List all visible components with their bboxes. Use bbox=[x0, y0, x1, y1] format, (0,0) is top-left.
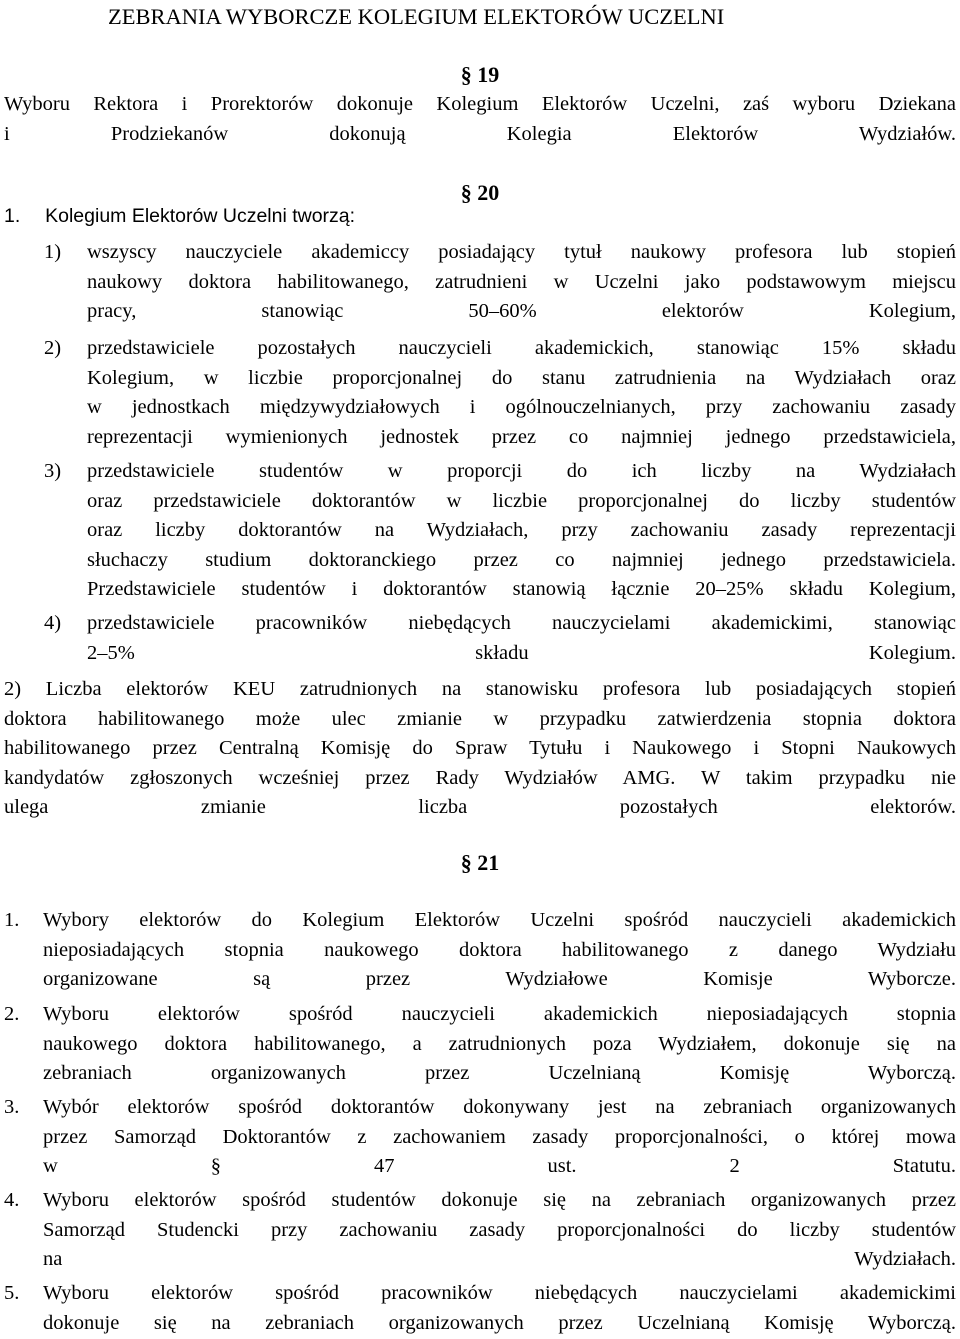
item-line: dokonuje się na zebraniach organizowanych przez Uczelnianą Komisję Wyborczą. bbox=[43, 1311, 956, 1334]
item-line: słuchaczy studium doktoranckiego przez co najmniej jednego przedstawiciela. bbox=[87, 548, 956, 571]
item-line: nieposiadających stopnia naukowego doktora habilitowanego z danego Wydziału bbox=[43, 938, 956, 961]
body-line: kandydatów zgłoszonych wcześniej przez Rady Wydziałów AMG. W takim przypadku nie bbox=[4, 766, 956, 789]
list-item bbox=[43, 906, 956, 995]
intro-text: Kolegium Elektorów Uczelni tworzą: bbox=[45, 205, 356, 227]
item-line: Kolegium, w liczbie proporcjonalnej do stanu zatrudnienia na Wydziałach oraz bbox=[87, 366, 956, 389]
item-line: przedstawiciele studentów w proporcji do ich liczby na Wydziałach bbox=[87, 460, 956, 482]
item-line: przedstawiciele pozostałych nauczycieli akademickich, stanowiąc 15% składu bbox=[87, 337, 956, 359]
body-line-text: ulega zmianie liczba pozostałych elektorów. bbox=[4, 796, 956, 818]
list-item bbox=[87, 238, 956, 327]
item-line: przez Samorząd Doktorantów z zachowaniem zasady proporcjonalności, o której mowa bbox=[43, 1125, 956, 1148]
list-item bbox=[87, 457, 956, 605]
item-line: naukowego doktora habilitowanego, a zatrudnionych poza Wydziałem, dokonuje się na bbox=[43, 1032, 956, 1055]
item-line: oraz przedstawiciele doktorantów w liczbie proporcjonalnej do liczby studentów bbox=[87, 489, 956, 512]
item-number: 1) bbox=[44, 241, 62, 263]
item-number: 4. bbox=[4, 1189, 20, 1211]
item-line: w jednostkach międzywydziałowych i ogólnouczelnianych, przy zachowaniu zasady bbox=[87, 396, 956, 418]
section-20-intro bbox=[4, 201, 355, 231]
item-line: pracy, stanowiąc 50–60% elektorów Kolegium, bbox=[87, 300, 956, 322]
item-line: wszyscy nauczyciele akademiccy posiadający tytuł naukowy profesora lub stopień bbox=[87, 241, 956, 263]
item-number: 3. bbox=[4, 1096, 20, 1118]
item-line: Wybór elektorów spośród doktorantów dokonywany jest na zebraniach organizowanych bbox=[43, 1096, 956, 1118]
body-line: Wyboru Rektora i Prorektorów dokonuje Kolegium Elektorów Uczelni, zaś wyboru Dziekana bbox=[4, 93, 956, 115]
list-item bbox=[43, 1000, 956, 1089]
body-line: habilitowanego przez Centralną Komisję do Spraw Tytułu i Naukowego i Stopni Naukowych bbox=[4, 737, 956, 759]
item-line: Wyboru elektorów spośród pracowników niebędących nauczycielami akademickimi bbox=[43, 1282, 956, 1304]
item-number: 2. bbox=[4, 1003, 20, 1025]
item-number: 3) bbox=[44, 460, 62, 482]
item-line: Przedstawiciele studentów i doktorantów stanowią łącznie 20–25% składu Kolegium, bbox=[87, 578, 956, 600]
body-line: i Prodziekanów dokonują Kolegia Elektorów Wydziałów. bbox=[4, 122, 956, 145]
item-number: 4) bbox=[44, 612, 62, 634]
section-19-body bbox=[4, 90, 956, 149]
item-line: Wyboru elektorów spośród studentów dokonuje się na zebraniach organizowanych przez bbox=[43, 1189, 956, 1211]
section-20-heading: § 20 bbox=[460, 180, 500, 205]
item-line: Wyboru elektorów spośród nauczycieli akademickich nieposiadających stopnia bbox=[43, 1003, 956, 1025]
item-line: oraz liczby doktorantów na Wydziałach, przy zachowaniu zasady reprezentacji bbox=[87, 519, 956, 541]
item-line: reprezentacji wymienionych jednostek przez co najmniej jednego przedstawiciela, bbox=[87, 425, 956, 448]
item-line: Wybory elektorów do Kolegium Elektorów Uczelni spośród nauczycieli akademickich bbox=[43, 909, 956, 931]
item-number: 1. bbox=[4, 909, 20, 931]
item-line: przedstawiciele pracowników niebędących nauczycielami akademickimi, stanowiąc bbox=[87, 612, 956, 634]
intro-number: 1. bbox=[4, 205, 21, 227]
item-line: zebraniach organizowanych przez Uczelnianą Komisję Wyborczą. bbox=[43, 1062, 956, 1084]
item-line: Samorząd Studencki przy zachowaniu zasady proporcjonalności do liczby studentów bbox=[43, 1218, 956, 1241]
list-item bbox=[43, 1186, 956, 1275]
paragraph-2 bbox=[4, 675, 956, 823]
item-line: 2–5% składu Kolegium. bbox=[87, 641, 956, 664]
body-line: doktora habilitowanego może ulec zmianie w przypadku zatwierdzenia stopnia doktora bbox=[4, 707, 956, 730]
section-21-heading: § 21 bbox=[460, 850, 500, 875]
item-number: 2) bbox=[44, 337, 62, 359]
item-line: na Wydziałach. bbox=[43, 1248, 956, 1270]
item-line: organizowane są przez Wydziałowe Komisje Wyborcze. bbox=[43, 968, 956, 990]
item-number: 5. bbox=[4, 1282, 20, 1304]
list-item bbox=[87, 334, 956, 452]
list-item bbox=[87, 609, 956, 668]
body-line: 2) Liczba elektorów KEU zatrudnionych na stanowisku profesora lub posiadających stopień bbox=[4, 678, 956, 700]
item-line: naukowy doktora habilitowanego, zatrudnieni w Uczelni jako podstawowym miejscu bbox=[87, 270, 956, 293]
item-line: w § 47 ust. 2 Statutu. bbox=[43, 1155, 956, 1177]
list-item bbox=[43, 1279, 956, 1338]
list-item bbox=[43, 1093, 956, 1182]
section-19-heading: § 19 bbox=[460, 62, 500, 87]
document-title: ZEBRANIA WYBORCZE KOLEGIUM ELEKTORÓW UCZELNI bbox=[108, 4, 725, 29]
body-line-last bbox=[4, 793, 956, 823]
